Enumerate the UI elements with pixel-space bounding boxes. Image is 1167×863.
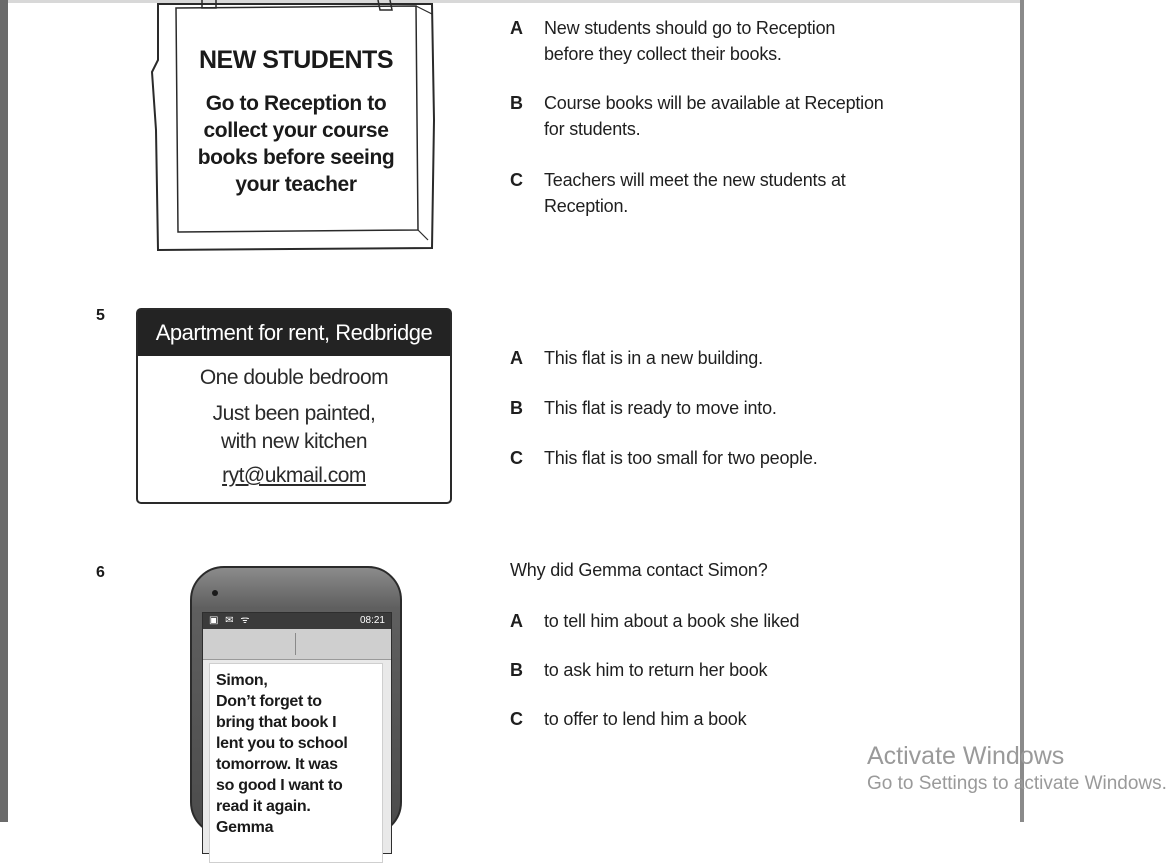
phone-toolbar — [203, 629, 391, 660]
toolbar-divider — [295, 633, 296, 655]
option-letter: B — [510, 660, 523, 680]
ad-header: Apartment for rent, Redbridge — [138, 310, 450, 356]
q6-question: Why did Gemma contact Simon? — [510, 560, 768, 580]
option-text: to tell him about a book she liked — [544, 611, 800, 631]
option-letter: C — [510, 448, 523, 468]
question-number-6: 6 — [96, 564, 105, 581]
ad-email: ryt@ukmail.com — [222, 464, 366, 487]
watermark-title: Activate Windows — [867, 742, 1065, 770]
option-text: This flat is in a new building. — [544, 348, 763, 368]
option-text: This flat is ready to move into. — [544, 398, 777, 418]
phone-clock: 08:21 — [359, 615, 385, 626]
activate-windows-watermark — [867, 742, 1167, 795]
option-letter: C — [510, 709, 523, 729]
phone-camera-icon — [212, 590, 218, 596]
option-letter: A — [510, 611, 523, 631]
option-letter: B — [510, 93, 523, 113]
option-text: Course books will be available at Reception for students. — [544, 93, 884, 139]
watermark-subtitle: Go to Settings to activate Windows. — [867, 773, 1167, 794]
option-text: to ask him to return her book — [544, 660, 768, 680]
new-students-notice — [150, 0, 440, 256]
text-message: Simon, Don’t forget to bring that book I lent you to school tomorrow. It was so good I want to read it again. Gemma — [209, 663, 383, 863]
option-letter: C — [510, 170, 523, 190]
phone-screen — [202, 612, 392, 854]
phone-illustration — [190, 566, 402, 836]
window-edge-right — [1020, 0, 1024, 822]
notice-title: NEW STUDENTS — [199, 46, 393, 74]
ad-painted-line: Just been painted, with new kitchen — [212, 402, 376, 453]
window-edge-left — [0, 0, 8, 822]
option-letter: A — [510, 18, 523, 38]
ad-bedroom-line: One double bedroom — [199, 366, 389, 389]
status-icons: ▣ ✉ ᯤ — [209, 615, 252, 626]
option-letter: A — [510, 348, 523, 368]
option-text: Teachers will meet the new students at Reception. — [544, 170, 846, 216]
option-text: to offer to lend him a book — [544, 709, 747, 729]
option-text: New students should go to Reception before they collect their books. — [544, 18, 836, 64]
question-number-5: 5 — [96, 307, 105, 324]
notice-body: Go to Reception to collect your course books before seeing your teacher — [197, 92, 395, 196]
option-letter: B — [510, 398, 523, 418]
option-text: This flat is too small for two people. — [544, 448, 818, 468]
phone-status-bar — [203, 613, 391, 629]
apartment-ad — [136, 308, 452, 504]
